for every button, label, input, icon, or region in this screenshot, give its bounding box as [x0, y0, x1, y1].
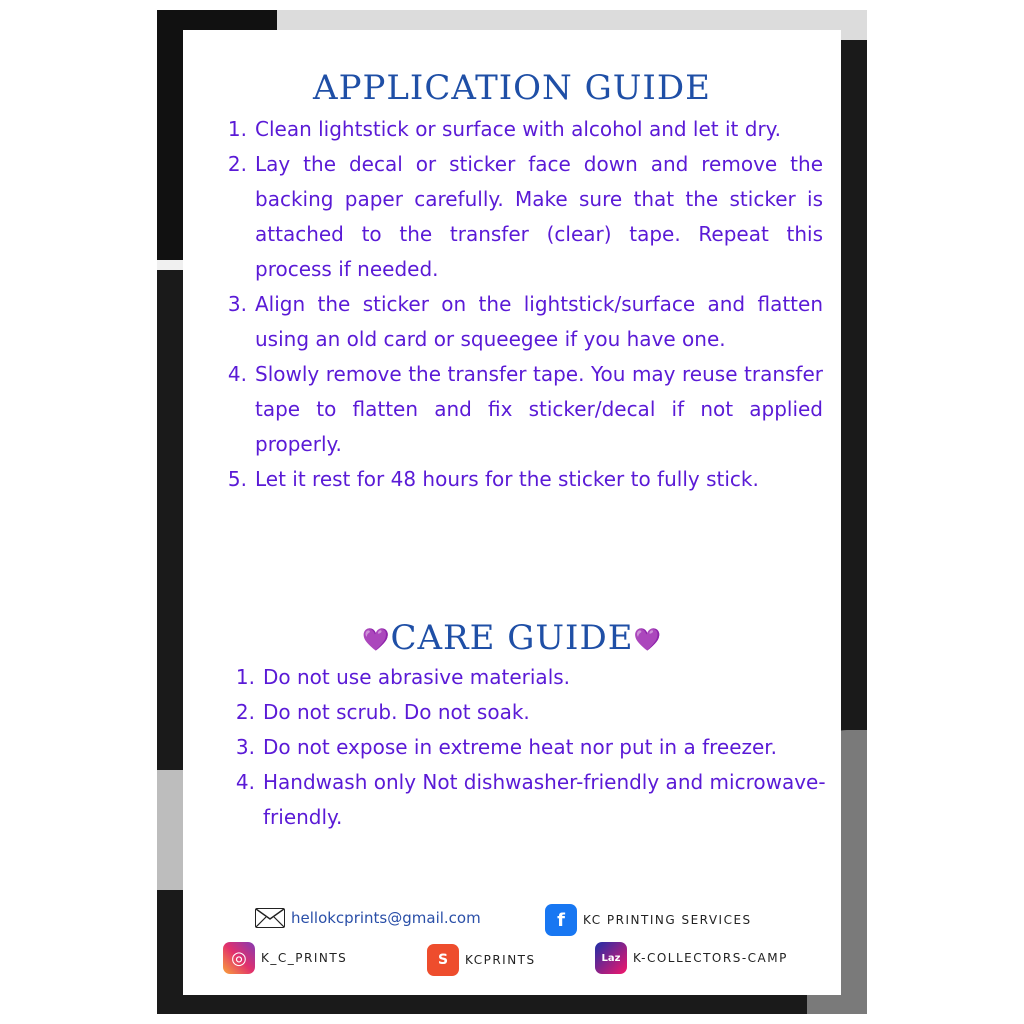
lazada-contact[interactable] [595, 942, 788, 974]
care-number: 4. [235, 770, 255, 794]
care-item [231, 660, 841, 695]
instagram-text[interactable]: K_C_PRINTS [261, 951, 348, 965]
care-text: Do not use abrasive materials. [263, 665, 571, 689]
shopee-contact[interactable] [427, 944, 536, 976]
step-number: 4. [227, 362, 247, 386]
step-text: Lay the decal or sticker face down and remove the backing paper carefully. Make sure that the sticker is attached to the transfer (clear) tape. Repeat this process if needed. [255, 152, 823, 281]
instagram-contact[interactable] [223, 942, 347, 974]
step-text: Let it rest for 48 hours for the sticker to fully stick. [255, 467, 759, 491]
guide-card [183, 30, 841, 995]
lazada-text[interactable]: K-COLLECTORS-CAMP [633, 951, 788, 965]
email-contact[interactable] [255, 908, 481, 928]
heart-icon: 💜 [362, 627, 391, 653]
instagram-icon: ◎ [223, 942, 255, 974]
step-number: 2. [227, 152, 247, 176]
care-guide-title [183, 618, 841, 658]
care-item [231, 695, 841, 730]
application-step [223, 357, 823, 462]
care-text: Handwash only Not dishwasher-friendly and microwave-friendly. [263, 770, 826, 829]
care-number: 2. [235, 700, 255, 724]
step-text: Slowly remove the transfer tape. You may reuse transfer tape to flatten and fix sticker/decal if not applied properly. [255, 362, 823, 456]
facebook-contact[interactable] [545, 904, 752, 936]
mail-icon [255, 908, 285, 928]
care-number: 3. [235, 735, 255, 759]
care-list [231, 660, 841, 835]
shopee-text[interactable]: KCPRINTS [465, 953, 536, 967]
facebook-text[interactable]: KC PRINTING SERVICES [583, 913, 752, 927]
application-step [223, 112, 823, 147]
step-number: 1. [227, 117, 247, 141]
step-number: 3. [227, 292, 247, 316]
email-text[interactable]: hellokcprints@gmail.com [291, 909, 481, 927]
step-number: 5. [227, 467, 247, 491]
application-step [223, 287, 823, 357]
care-guide-title-text: CARE GUIDE [390, 618, 634, 658]
shopee-icon: S [427, 944, 459, 976]
care-item [231, 730, 841, 765]
care-number: 1. [235, 665, 255, 689]
care-text: Do not scrub. Do not soak. [263, 700, 530, 724]
lazada-icon: Laz [595, 942, 627, 974]
application-step [223, 147, 823, 287]
step-text: Clean lightstick or surface with alcohol and let it dry. [255, 117, 782, 141]
application-steps [223, 112, 823, 497]
heart-icon: 💜 [633, 627, 662, 653]
care-item [231, 765, 841, 835]
application-step [223, 462, 823, 497]
step-text: Align the sticker on the lightstick/surface and flatten using an old card or squeegee if you have one. [255, 292, 823, 351]
care-text: Do not expose in extreme heat nor put in a freezer. [263, 735, 778, 759]
facebook-icon: f [545, 904, 577, 936]
application-guide-title: APPLICATION GUIDE [313, 68, 711, 108]
contact-footer [183, 900, 841, 990]
